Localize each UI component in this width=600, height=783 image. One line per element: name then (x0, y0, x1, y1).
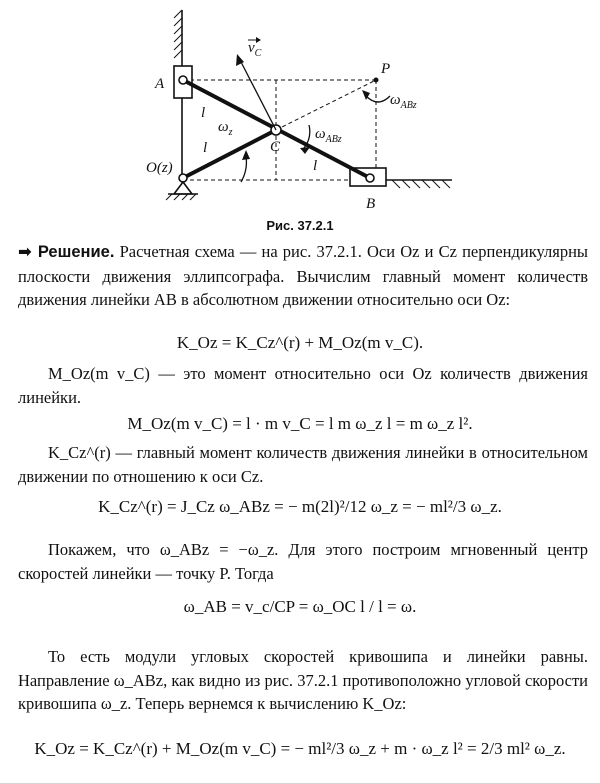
solution-paragraph-5: То есть модули угловых скоростей кривошипа и линейки равны. Направление ω_ABz, как видно из рис. 37.2.1 противоположно угловой скорости кривошипа ω_z. Теперь вернемся к вычислению K_Oz: (18, 647, 588, 713)
label-l-upper: l (201, 105, 206, 121)
solution-paragraph-4: Покажем, что ω_ABz = −ω_z. Для этого построим мгновенный центр скоростей линейки — точку P. Тогда (18, 540, 588, 583)
label-A: A (155, 76, 165, 92)
pivot-O (166, 174, 198, 200)
figure-caption: Рис. 37.2.1 (266, 218, 334, 233)
equation-2: M_Oz(m v_C) = l · m v_C = l m ω_z l = m ω_z l². (127, 414, 473, 433)
label-l-right: l (313, 158, 318, 174)
equation-5: K_Oz = K_Cz^(r) + M_Oz(m v_C) = − ml²/3 ω_z + m · ω_z l² = 2/3 ml² ω_z. (34, 739, 566, 758)
equation-3: K_Cz^(r) = J_Cz ω_ABz = − m(2l)²/12 ω_z = − ml²/3 ω_z. (98, 497, 502, 516)
arrow-marker-icon: ➡ (18, 242, 32, 261)
horizontal-guide-hatching (392, 180, 450, 188)
ellipsograph-figure (0, 0, 600, 215)
omega-ABz-arc (300, 125, 310, 154)
solution-heading: Решение. (37, 243, 115, 261)
point-P (374, 78, 379, 83)
label-O: O(z) (146, 160, 173, 176)
label-C: C (270, 139, 281, 155)
label-P: P (381, 61, 391, 77)
joint-B (366, 174, 374, 182)
label-B: B (366, 196, 376, 212)
svg-text:vC: $v_C$ (248, 40, 262, 59)
label-omega-z: $\omega_z$ (218, 119, 233, 138)
equation-4: ω_AB = v_c/CP = ω_OC l / l = ω. (183, 597, 417, 616)
solution-paragraph-3: K_Cz^(r) — главный момент количеств движения линейки в относительном движении по отношению к оси Cz. (18, 443, 588, 486)
joint-A (179, 76, 187, 84)
vertical-guide-hatching (174, 10, 182, 58)
solution-p1-text: Расчетная схема — на рис. 37.2.1. Оси Oz и Cz перпендикулярны плоскости движения эллипсографа. Вычислим главный момент количеств движения линейки AB в абсолютном движении относительно оси Oz: (18, 242, 588, 309)
equation-1: K_Oz = K_Cz^(r) + M_Oz(m v_C). (176, 333, 424, 352)
label-l-lower: l (203, 140, 208, 156)
omega-z-arc (241, 150, 250, 182)
solution-paragraph-1 (18, 240, 588, 312)
solution-paragraph-2: M_Oz(m v_C) — это момент относительно оси Oz количеств движения линейки. (18, 364, 588, 407)
label-vC (248, 37, 262, 59)
label-omega-ABz-P: $\omega_{ABz}$ (390, 92, 417, 111)
label-omega-ABz-mid: $\omega_{ABz}$ (315, 126, 342, 145)
